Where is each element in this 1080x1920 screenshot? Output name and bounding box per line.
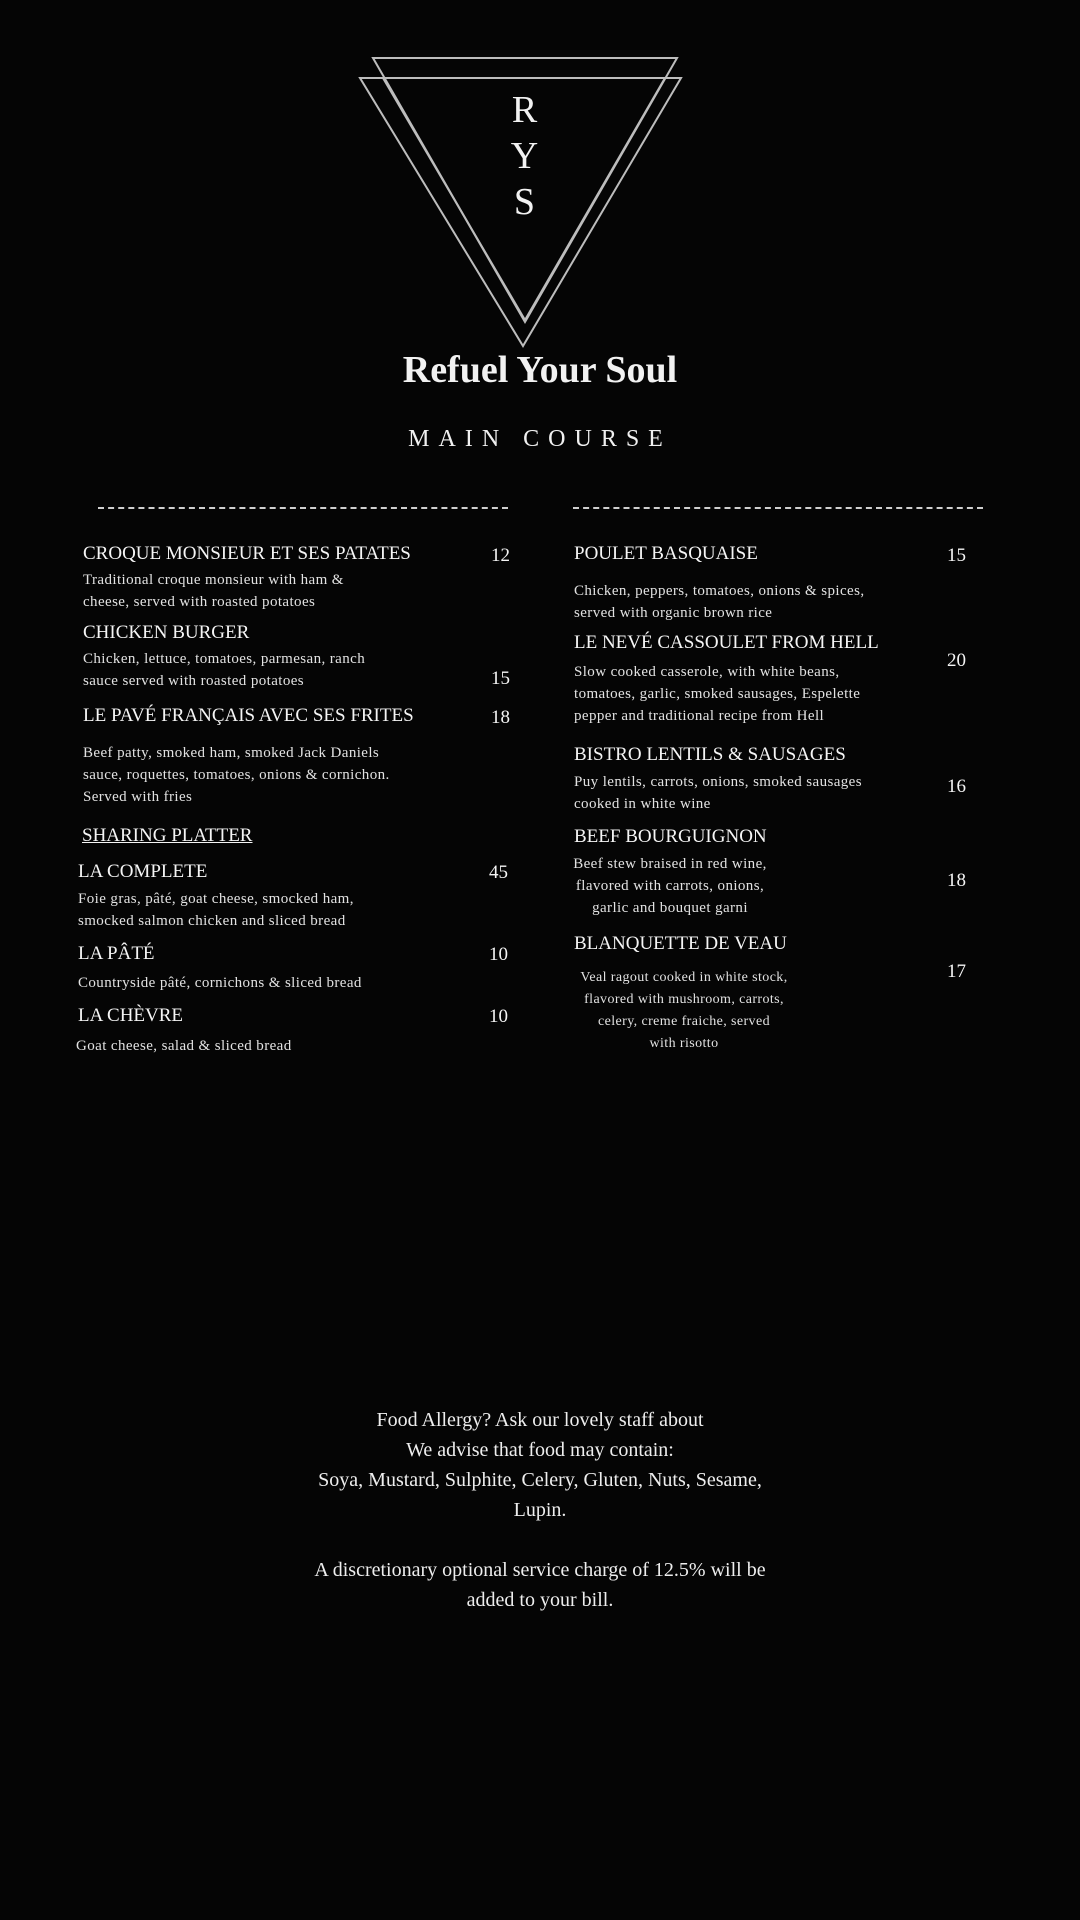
item-name: CROQUE MONSIEUR ET SES PATATES (83, 543, 411, 564)
sharing-platter-heading: SHARING PLATTER (82, 825, 253, 846)
service-charge-notice: A discretionary optional service charge of 12.5% will be added to your bill. (314, 1559, 766, 1611)
item-name: LE NEVÉ CASSOULET FROM HELL (574, 632, 879, 653)
right-divider (573, 507, 983, 509)
item-price: 18 (947, 870, 966, 891)
item-name: LA CHÈVRE (78, 1005, 184, 1026)
item-price: 17 (947, 961, 966, 982)
item-name: BISTRO LENTILS & SAUSAGES (574, 744, 846, 765)
item-description: Countryside pâté, cornichons & sliced bread (78, 975, 362, 991)
item-price: 10 (489, 1006, 508, 1027)
logo-letter-y: Y (510, 135, 540, 177)
allergy-notice: Food Allergy? Ask our lovely staff about We advise that food may contain: Soya, Mustard, Sulphite, Celery, Gluten, Nuts, Sesame, Lupin. (318, 1409, 762, 1521)
item-description: Foie gras, pâté, goat cheese, smocked ham, smocked salmon chicken and sliced bread (78, 891, 354, 929)
item-price: 15 (491, 668, 510, 689)
item-description: Chicken, lettuce, tomatoes, parmesan, ranch sauce served with roasted potatoes (83, 651, 366, 689)
item-description: Beef stew braised in red wine, flavored with carrots, onions, garlic and bouquet garni (573, 856, 767, 916)
item-price: 20 (947, 650, 966, 671)
item-description: Veal ragout cooked in white stock, flavored with mushroom, carrots, celery, creme fraiche, served with risotto (580, 970, 788, 1051)
item-description: Puy lentils, carrots, onions, smoked sausages cooked in white wine (574, 774, 862, 812)
section-title: MAIN COURSE (408, 426, 672, 452)
item-price: 45 (489, 862, 508, 883)
item-price: 10 (489, 944, 508, 965)
item-description: Slow cooked casserole, with white beans, tomatoes, garlic, smoked sausages, Espelette pepper and traditional recipe from Hell (574, 664, 861, 724)
item-description: Goat cheese, salad & sliced bread (76, 1038, 292, 1054)
left-divider (98, 507, 508, 509)
logo-letter-s: S (513, 181, 537, 223)
item-name: POULET BASQUAISE (574, 543, 758, 564)
item-price: 15 (947, 545, 966, 566)
item-name: BEEF BOURGUIGNON (574, 826, 767, 847)
item-description: Beef patty, smoked ham, smoked Jack Daniels sauce, roquettes, tomatoes, onions & cornichon. Served with fries (83, 745, 390, 805)
item-name: LE PAVÉ FRANÇAIS AVEC SES FRITES (83, 705, 414, 726)
item-description: Traditional croque monsieur with ham & cheese, served with roasted potatoes (83, 572, 344, 610)
item-name: CHICKEN BURGER (83, 622, 250, 643)
brand-name: Refuel Your Soul (402, 349, 678, 391)
item-name: BLANQUETTE DE VEAU (574, 933, 787, 954)
item-name: LA COMPLETE (78, 861, 208, 882)
item-price: 12 (491, 545, 510, 566)
logo-letter-r: R (511, 89, 539, 131)
item-description: Chicken, peppers, tomatoes, onions & spices, served with organic brown rice (574, 583, 865, 621)
item-name: LA PÂTÉ (78, 943, 155, 964)
item-price: 16 (947, 776, 966, 797)
item-price: 18 (491, 707, 510, 728)
